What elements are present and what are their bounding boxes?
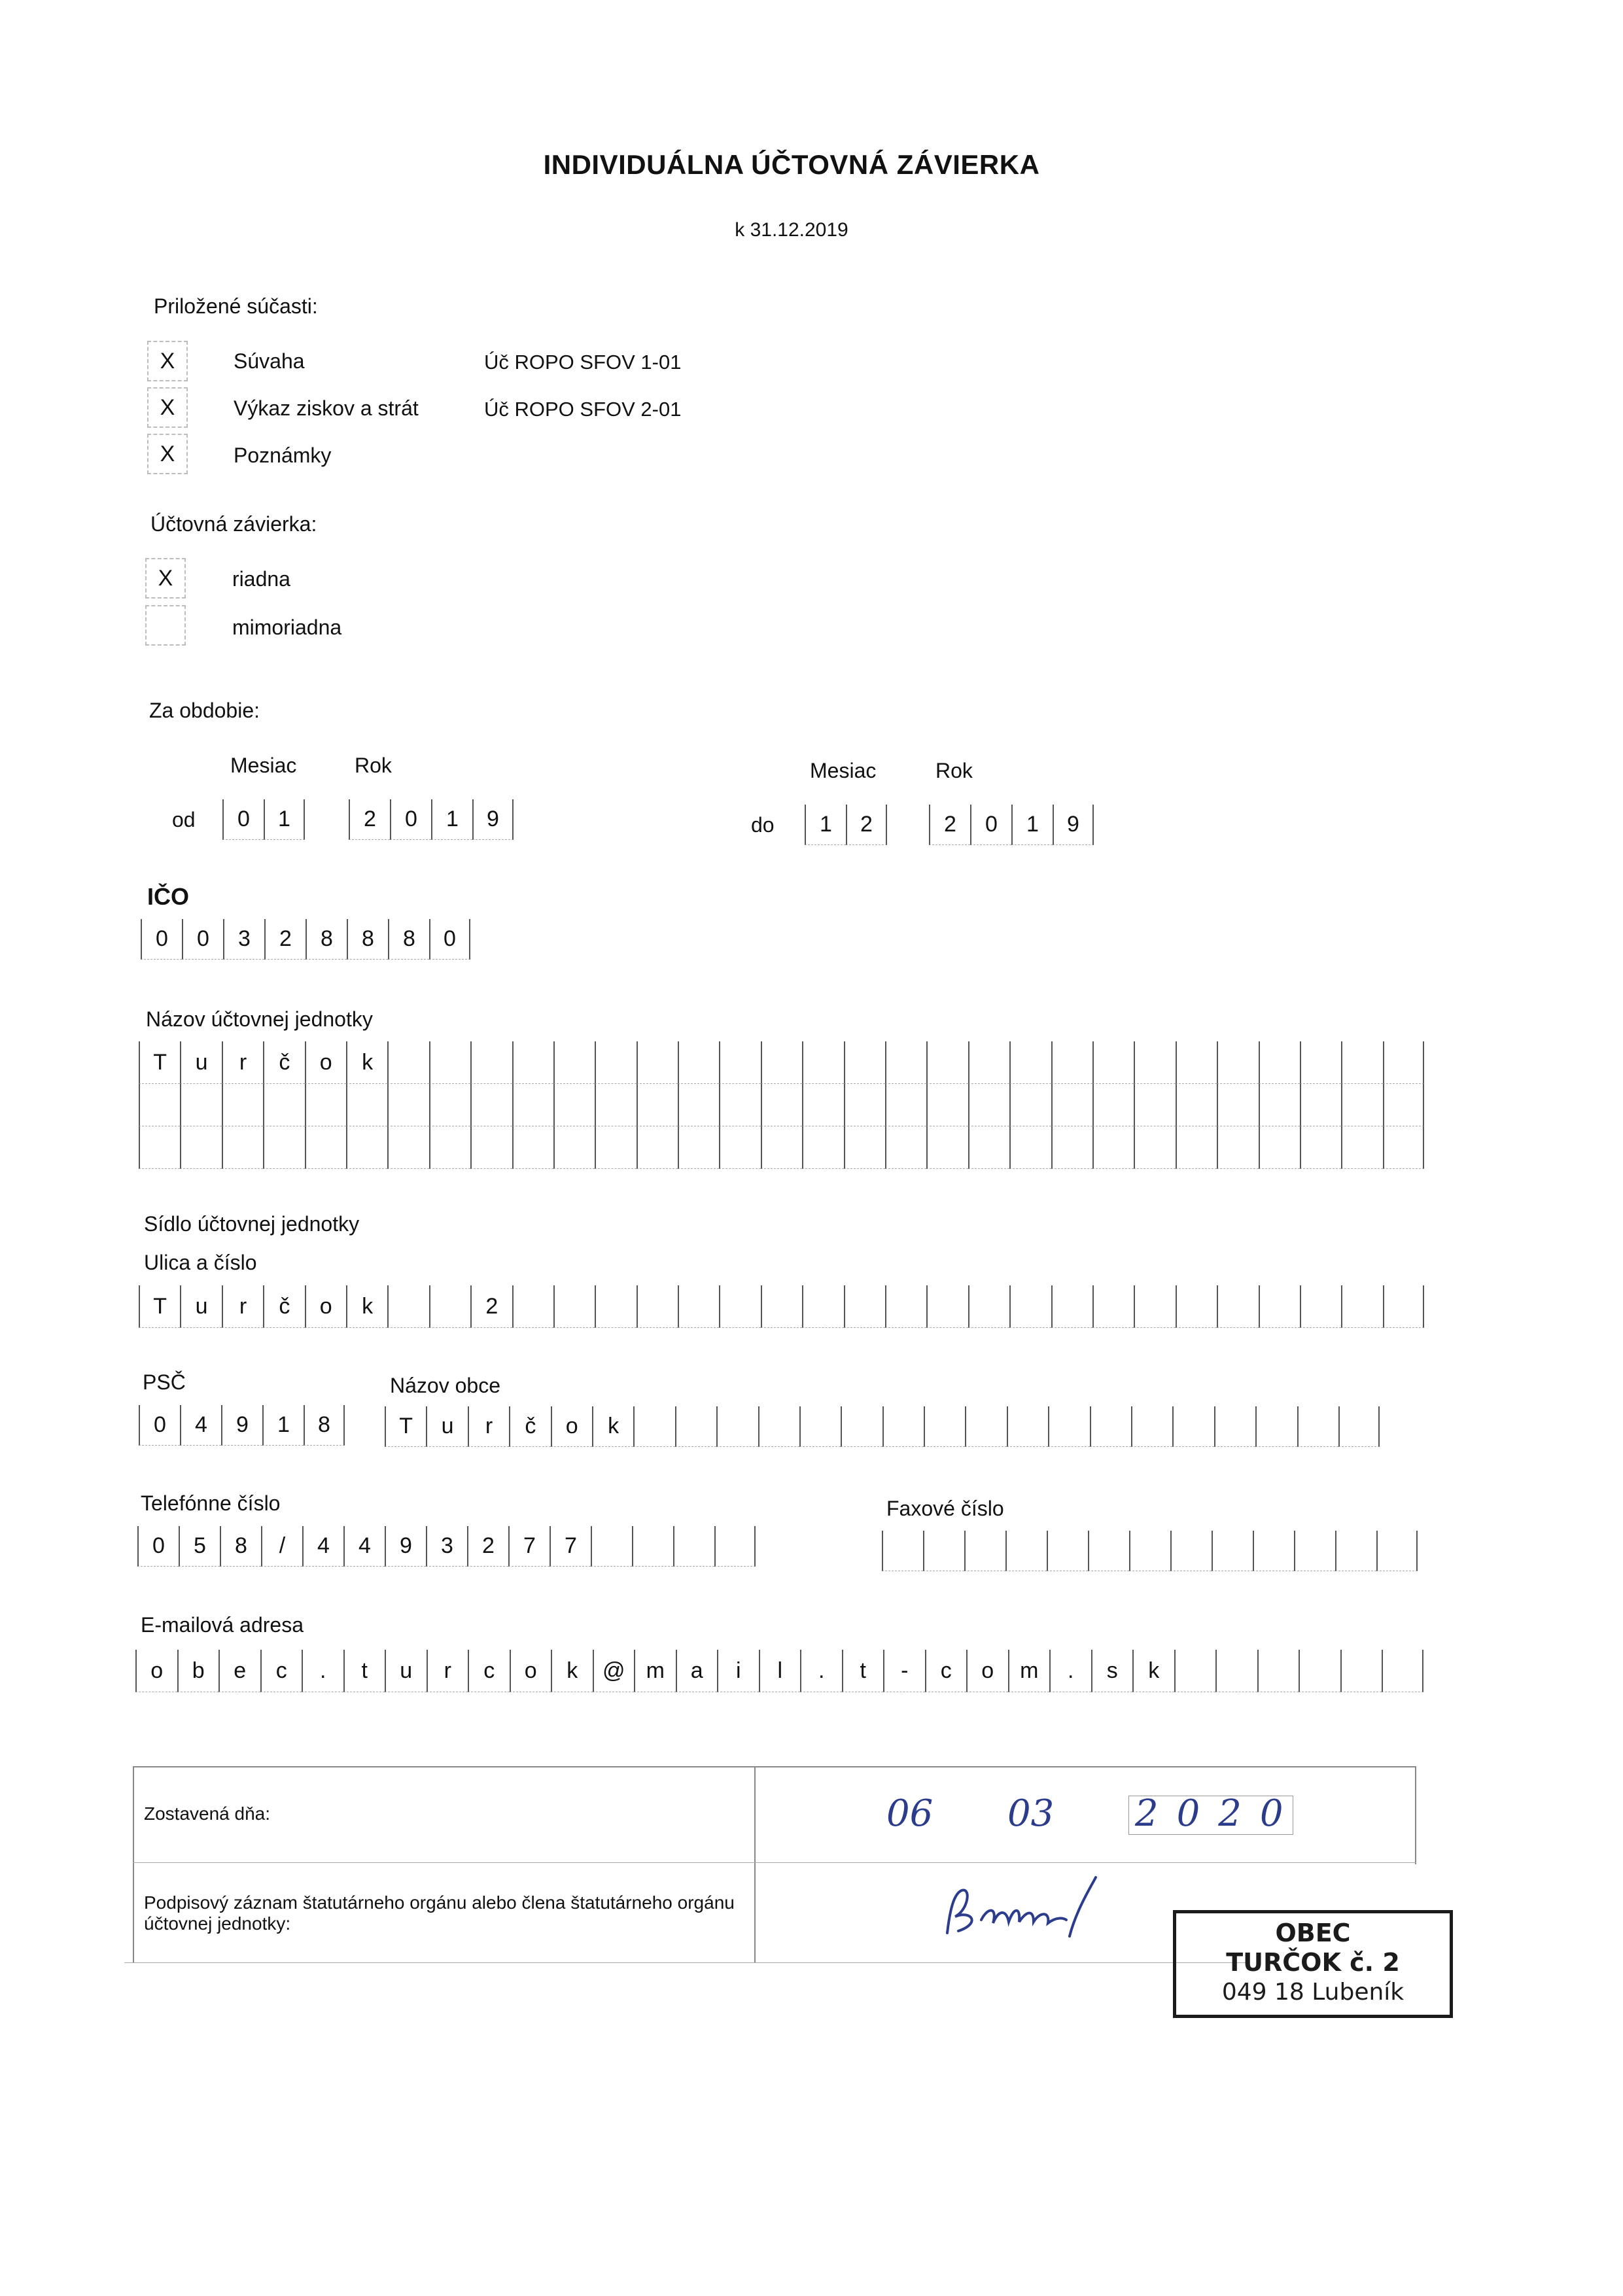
char-cell[interactable]: o: [966, 1650, 1008, 1692]
fax-label: Faxové číslo: [886, 1497, 1004, 1520]
char-cell[interactable]: [844, 1041, 885, 1084]
char-cell[interactable]: 2: [264, 919, 305, 960]
char-cell[interactable]: [1134, 1084, 1175, 1126]
char-cell[interactable]: [595, 1126, 636, 1169]
char-cell[interactable]: [1088, 1531, 1129, 1571]
char-cell[interactable]: [714, 1526, 756, 1567]
char-cell[interactable]: [964, 1531, 1005, 1571]
char-cell[interactable]: [761, 1285, 802, 1328]
char-cell[interactable]: [1005, 1531, 1047, 1571]
char-cell[interactable]: [802, 1041, 843, 1084]
char-cell[interactable]: [1134, 1285, 1175, 1328]
char-cell[interactable]: [1090, 1406, 1131, 1447]
char-cell[interactable]: [1092, 1084, 1134, 1126]
char-cell[interactable]: [1383, 1126, 1424, 1169]
char-cell[interactable]: [263, 1126, 304, 1169]
char-cell[interactable]: 0: [137, 1526, 179, 1567]
char-cell[interactable]: [1092, 1285, 1134, 1328]
signature-image: [935, 1871, 1112, 1943]
signature-label-1: Podpisový záznam štatutárneho orgánu alebo člena štatutárneho orgánu: [144, 1892, 735, 1913]
char-cell[interactable]: 2: [929, 805, 970, 845]
compiled-day: 06: [886, 1792, 934, 1835]
char-cell[interactable]: [1259, 1084, 1300, 1126]
char-cell[interactable]: [719, 1285, 760, 1328]
char-cell[interactable]: [637, 1041, 678, 1084]
char-cell[interactable]: 5: [179, 1526, 220, 1567]
char-cell[interactable]: [637, 1285, 678, 1328]
char-cell[interactable]: 8: [347, 919, 388, 960]
char-cell[interactable]: [1297, 1406, 1338, 1447]
char-cell[interactable]: č: [263, 1041, 304, 1084]
char-cell[interactable]: 2: [349, 799, 390, 840]
char-cell[interactable]: [1174, 1650, 1216, 1692]
char-cell[interactable]: [180, 1084, 221, 1126]
char-cell[interactable]: T: [385, 1406, 426, 1447]
checkbox-mimoriadna[interactable]: [145, 605, 186, 646]
char-cell[interactable]: [1176, 1126, 1217, 1169]
char-cell[interactable]: [761, 1041, 802, 1084]
char-cell[interactable]: [1341, 1126, 1382, 1169]
char-cell[interactable]: 0: [429, 919, 470, 960]
fax-cells[interactable]: [882, 1531, 1418, 1571]
char-cell[interactable]: [1009, 1285, 1051, 1328]
char-cell[interactable]: [841, 1406, 882, 1447]
char-cell[interactable]: [1383, 1084, 1424, 1126]
char-cell[interactable]: [799, 1406, 841, 1447]
compiled-year: 2020: [1135, 1792, 1302, 1835]
char-cell[interactable]: [675, 1406, 716, 1447]
period-from-label: od: [172, 808, 196, 831]
char-cell[interactable]: i: [717, 1650, 759, 1692]
char-cell[interactable]: 2: [846, 805, 887, 845]
char-cell[interactable]: [553, 1285, 595, 1328]
char-cell[interactable]: [1214, 1406, 1255, 1447]
document-title: INDIVIDUÁLNA ÚČTOVNÁ ZÁVIERKA: [543, 149, 1040, 180]
char-cell[interactable]: 9: [221, 1405, 262, 1446]
char-cell[interactable]: [678, 1126, 719, 1169]
char-cell[interactable]: [387, 1084, 428, 1126]
char-cell[interactable]: [632, 1526, 673, 1567]
stamp-line-2: TURČOK č. 2: [1226, 1948, 1400, 1977]
char-cell[interactable]: t: [343, 1650, 385, 1692]
char-cell[interactable]: [1338, 1406, 1380, 1447]
char-cell[interactable]: u: [180, 1041, 221, 1084]
period-from-month-label: Mesiac: [230, 754, 297, 777]
footer-top-border: [133, 1766, 1416, 1767]
char-cell[interactable]: 0: [139, 1405, 180, 1446]
char-cell[interactable]: [512, 1084, 553, 1126]
char-cell[interactable]: [882, 1531, 923, 1571]
char-cell[interactable]: [882, 1406, 924, 1447]
footer-left-border: [133, 1766, 134, 1962]
char-cell[interactable]: k: [592, 1406, 633, 1447]
char-cell[interactable]: [429, 1126, 470, 1169]
char-cell[interactable]: [678, 1084, 719, 1126]
closing-type-mimoriadna: mimoriadna: [232, 616, 342, 639]
char-cell[interactable]: @: [593, 1650, 635, 1692]
char-cell[interactable]: [1383, 1285, 1424, 1328]
char-cell[interactable]: [844, 1126, 885, 1169]
checkbox-suvaha[interactable]: X: [147, 341, 188, 381]
char-cell[interactable]: 4: [180, 1405, 221, 1446]
char-cell[interactable]: [1259, 1126, 1300, 1169]
char-cell[interactable]: [553, 1041, 595, 1084]
char-cell[interactable]: u: [385, 1650, 427, 1692]
char-cell[interactable]: [968, 1084, 1009, 1126]
char-cell[interactable]: [716, 1406, 758, 1447]
char-cell[interactable]: 8: [220, 1526, 261, 1567]
char-cell[interactable]: [1217, 1041, 1258, 1084]
char-cell[interactable]: [470, 1041, 512, 1084]
char-cell[interactable]: [1341, 1084, 1382, 1126]
char-cell[interactable]: r: [427, 1650, 468, 1692]
char-cell[interactable]: [673, 1526, 714, 1567]
char-cell[interactable]: [1294, 1531, 1335, 1571]
char-cell[interactable]: [885, 1084, 926, 1126]
footer-row-divider: [133, 1862, 1416, 1863]
char-cell[interactable]: a: [676, 1650, 718, 1692]
email-cells[interactable]: [135, 1650, 1423, 1692]
stamp-line-3: 049 18 Lubeník: [1221, 1979, 1405, 2006]
attachments-label: Priložené súčasti:: [154, 294, 318, 318]
char-cell[interactable]: [1217, 1084, 1258, 1126]
char-cell[interactable]: [1259, 1285, 1300, 1328]
char-cell[interactable]: [429, 1285, 470, 1328]
checkbox-poznamky[interactable]: X: [147, 434, 188, 474]
street-label: Ulica a číslo: [144, 1251, 257, 1274]
char-cell[interactable]: .: [1049, 1650, 1091, 1692]
entity-name-label: Názov účtovnej jednotky: [146, 1007, 373, 1031]
char-cell[interactable]: 9: [1053, 805, 1094, 845]
char-cell[interactable]: [924, 1406, 965, 1447]
char-cell[interactable]: [719, 1041, 760, 1084]
char-cell[interactable]: [1176, 1041, 1217, 1084]
char-cell[interactable]: 0: [141, 919, 182, 960]
char-cell[interactable]: [470, 1126, 512, 1169]
attachment-name-suvaha: Súvaha: [234, 349, 305, 373]
char-cell[interactable]: [802, 1084, 843, 1126]
char-cell[interactable]: [1340, 1650, 1382, 1692]
document-date: k 31.12.2019: [735, 219, 848, 241]
char-cell[interactable]: k: [346, 1285, 387, 1328]
char-cell[interactable]: m: [1008, 1650, 1050, 1692]
char-cell[interactable]: c: [468, 1650, 510, 1692]
char-cell[interactable]: c: [925, 1650, 967, 1692]
char-cell[interactable]: [1172, 1406, 1213, 1447]
char-cell[interactable]: [1341, 1041, 1382, 1084]
char-cell[interactable]: [387, 1285, 428, 1328]
char-cell[interactable]: [633, 1406, 674, 1447]
char-cell[interactable]: [139, 1084, 180, 1126]
char-cell[interactable]: [180, 1126, 221, 1169]
entity-name-row3[interactable]: [139, 1126, 1424, 1169]
char-cell[interactable]: r: [222, 1041, 263, 1084]
char-cell[interactable]: [1009, 1126, 1051, 1169]
psc-label: PSČ: [143, 1370, 186, 1394]
char-cell[interactable]: [885, 1285, 926, 1328]
char-cell[interactable]: 2: [470, 1285, 512, 1328]
char-cell[interactable]: [1170, 1531, 1212, 1571]
char-cell[interactable]: b: [177, 1650, 219, 1692]
char-cell[interactable]: [1300, 1084, 1341, 1126]
char-cell[interactable]: c: [260, 1650, 302, 1692]
city-label: Názov obce: [390, 1374, 500, 1397]
char-cell[interactable]: l: [759, 1650, 801, 1692]
attachment-name-poznamky: Poznámky: [234, 444, 332, 467]
char-cell[interactable]: [512, 1041, 553, 1084]
char-cell[interactable]: [1048, 1406, 1089, 1447]
char-cell[interactable]: [885, 1126, 926, 1169]
char-cell[interactable]: T: [139, 1285, 180, 1328]
char-cell[interactable]: [1217, 1285, 1258, 1328]
char-cell[interactable]: .: [800, 1650, 842, 1692]
char-cell[interactable]: č: [509, 1406, 550, 1447]
char-cell[interactable]: [595, 1084, 636, 1126]
char-cell[interactable]: 8: [304, 1405, 345, 1446]
char-cell[interactable]: [1300, 1126, 1341, 1169]
checkbox-vykaz[interactable]: X: [147, 387, 188, 428]
char-cell[interactable]: [968, 1041, 1009, 1084]
char-cell[interactable]: k: [1132, 1650, 1174, 1692]
char-cell[interactable]: 7: [550, 1526, 591, 1567]
char-cell[interactable]: [1176, 1084, 1217, 1126]
char-cell[interactable]: [1134, 1126, 1175, 1169]
email-label: E-mailová adresa: [141, 1613, 304, 1637]
char-cell[interactable]: č: [263, 1285, 304, 1328]
char-cell[interactable]: 1: [805, 805, 846, 845]
compiled-year-box: [1128, 1796, 1293, 1835]
attachment-code-vykaz: Úč ROPO SFOV 2-01: [484, 398, 682, 421]
char-cell[interactable]: 3: [426, 1526, 467, 1567]
char-cell[interactable]: [1007, 1406, 1048, 1447]
char-cell[interactable]: [637, 1084, 678, 1126]
char-cell[interactable]: [1131, 1406, 1172, 1447]
char-cell[interactable]: [1259, 1041, 1300, 1084]
char-cell[interactable]: [429, 1041, 470, 1084]
street-cells[interactable]: [139, 1285, 1424, 1328]
char-cell[interactable]: [139, 1126, 180, 1169]
char-cell[interactable]: [1009, 1084, 1051, 1126]
char-cell[interactable]: [1376, 1531, 1418, 1571]
period-to-year-label: Rok: [935, 759, 973, 782]
char-cell[interactable]: [1176, 1285, 1217, 1328]
char-cell[interactable]: [1051, 1084, 1092, 1126]
compiled-label: Zostavená dňa:: [144, 1803, 271, 1824]
char-cell[interactable]: 8: [388, 919, 429, 960]
char-cell[interactable]: [1051, 1041, 1092, 1084]
char-cell[interactable]: s: [1091, 1650, 1133, 1692]
char-cell[interactable]: [512, 1285, 553, 1328]
char-cell[interactable]: [758, 1406, 799, 1447]
char-cell[interactable]: u: [426, 1406, 467, 1447]
char-cell[interactable]: 2: [467, 1526, 508, 1567]
footer-bottom-border: [124, 1962, 1249, 1963]
char-cell[interactable]: [1129, 1531, 1170, 1571]
char-cell[interactable]: [1215, 1650, 1257, 1692]
char-cell[interactable]: [305, 1084, 346, 1126]
char-cell[interactable]: [719, 1126, 760, 1169]
char-cell[interactable]: [553, 1126, 595, 1169]
ico-cells[interactable]: [141, 919, 470, 960]
char-cell[interactable]: o: [305, 1285, 346, 1328]
footer-middle-border: [754, 1766, 756, 1962]
char-cell[interactable]: 4: [343, 1526, 385, 1567]
address-label: Sídlo účtovnej jednotky: [144, 1212, 360, 1236]
char-cell[interactable]: [595, 1041, 636, 1084]
char-cell[interactable]: [1134, 1041, 1175, 1084]
char-cell[interactable]: /: [261, 1526, 302, 1567]
char-cell[interactable]: o: [551, 1406, 592, 1447]
char-cell[interactable]: [926, 1285, 968, 1328]
char-cell[interactable]: 0: [970, 805, 1011, 845]
footer-right-border: [1415, 1766, 1416, 1864]
char-cell[interactable]: [263, 1084, 304, 1126]
char-cell[interactable]: [965, 1406, 1006, 1447]
char-cell[interactable]: 8: [305, 919, 347, 960]
char-cell[interactable]: [387, 1041, 428, 1084]
char-cell[interactable]: [346, 1126, 387, 1169]
char-cell[interactable]: [429, 1084, 470, 1126]
char-cell[interactable]: [719, 1084, 760, 1126]
char-cell[interactable]: [968, 1126, 1009, 1169]
to-year-cells[interactable]: [929, 805, 1094, 845]
char-cell[interactable]: [346, 1084, 387, 1126]
char-cell[interactable]: [591, 1526, 632, 1567]
char-cell[interactable]: 3: [223, 919, 264, 960]
from-month-cells[interactable]: [222, 799, 305, 840]
char-cell[interactable]: 1: [262, 1405, 304, 1446]
char-cell[interactable]: 1: [431, 799, 472, 840]
char-cell[interactable]: [1255, 1406, 1297, 1447]
char-cell[interactable]: [678, 1041, 719, 1084]
char-cell[interactable]: 0: [222, 799, 264, 840]
char-cell[interactable]: 9: [385, 1526, 426, 1567]
char-cell[interactable]: [553, 1084, 595, 1126]
char-cell[interactable]: -: [883, 1650, 925, 1692]
char-cell[interactable]: [926, 1084, 968, 1126]
phone-cells[interactable]: [137, 1526, 756, 1567]
char-cell[interactable]: k: [346, 1041, 387, 1084]
char-cell[interactable]: [512, 1126, 553, 1169]
char-cell[interactable]: [1335, 1531, 1376, 1571]
char-cell[interactable]: [926, 1126, 968, 1169]
char-cell[interactable]: [1383, 1041, 1424, 1084]
char-cell[interactable]: [1047, 1531, 1088, 1571]
closing-type-label: Účtovná závierka:: [150, 512, 317, 536]
char-cell[interactable]: 0: [182, 919, 223, 960]
period-to-label: do: [751, 813, 775, 837]
char-cell[interactable]: o: [135, 1650, 177, 1692]
stamp-line-1: OBEC: [1275, 1919, 1351, 1947]
period-from-year-label: Rok: [355, 754, 392, 777]
char-cell[interactable]: [1217, 1126, 1258, 1169]
char-cell[interactable]: [802, 1285, 843, 1328]
char-cell[interactable]: [1092, 1126, 1134, 1169]
period-to-month-label: Mesiac: [810, 759, 877, 782]
char-cell[interactable]: [222, 1126, 263, 1169]
char-cell[interactable]: [761, 1084, 802, 1126]
char-cell[interactable]: T: [139, 1041, 180, 1084]
compiled-month: 03: [1007, 1792, 1055, 1835]
char-cell[interactable]: [637, 1126, 678, 1169]
to-month-cells[interactable]: [805, 805, 887, 845]
char-cell[interactable]: [923, 1531, 964, 1571]
char-cell[interactable]: [1051, 1126, 1092, 1169]
official-stamp: [1173, 1910, 1453, 2018]
char-cell[interactable]: k: [551, 1650, 593, 1692]
char-cell[interactable]: [1341, 1285, 1382, 1328]
char-cell[interactable]: [926, 1041, 968, 1084]
char-cell[interactable]: [802, 1126, 843, 1169]
char-cell[interactable]: [1300, 1041, 1341, 1084]
char-cell[interactable]: [678, 1285, 719, 1328]
char-cell[interactable]: 4: [302, 1526, 343, 1567]
char-cell[interactable]: [844, 1285, 885, 1328]
char-cell[interactable]: 0: [390, 799, 431, 840]
char-cell[interactable]: [1257, 1650, 1299, 1692]
char-cell[interactable]: [1382, 1650, 1423, 1692]
char-cell[interactable]: [1009, 1041, 1051, 1084]
char-cell[interactable]: o: [510, 1650, 551, 1692]
char-cell[interactable]: [968, 1285, 1009, 1328]
char-cell[interactable]: 1: [1011, 805, 1053, 845]
char-cell[interactable]: [1299, 1650, 1340, 1692]
char-cell[interactable]: [595, 1285, 636, 1328]
char-cell[interactable]: [1300, 1285, 1341, 1328]
psc-cells[interactable]: [139, 1405, 345, 1446]
city-cells[interactable]: [385, 1406, 1380, 1447]
char-cell[interactable]: r: [222, 1285, 263, 1328]
char-cell[interactable]: [1212, 1531, 1253, 1571]
ico-label: IČO: [147, 883, 190, 910]
checkbox-riadna[interactable]: X: [145, 558, 186, 599]
char-cell[interactable]: m: [634, 1650, 676, 1692]
signature-label-2: účtovnej jednotky:: [144, 1913, 291, 1934]
char-cell[interactable]: e: [218, 1650, 260, 1692]
from-year-cells[interactable]: [349, 799, 514, 840]
char-cell[interactable]: 9: [472, 799, 514, 840]
char-cell[interactable]: [1092, 1041, 1134, 1084]
char-cell[interactable]: [1051, 1285, 1092, 1328]
char-cell[interactable]: [761, 1126, 802, 1169]
phone-label: Telefónne číslo: [141, 1491, 281, 1515]
entity-name-row1[interactable]: [139, 1041, 1424, 1084]
char-cell[interactable]: r: [468, 1406, 509, 1447]
entity-name-row2[interactable]: [139, 1084, 1424, 1126]
char-cell[interactable]: .: [302, 1650, 343, 1692]
attachment-name-vykaz: Výkaz ziskov a strát: [234, 396, 419, 420]
char-cell[interactable]: o: [305, 1041, 346, 1084]
char-cell[interactable]: 1: [264, 799, 305, 840]
char-cell[interactable]: [305, 1126, 346, 1169]
char-cell[interactable]: u: [180, 1285, 221, 1328]
char-cell[interactable]: [387, 1126, 428, 1169]
char-cell[interactable]: [1253, 1531, 1294, 1571]
char-cell[interactable]: 7: [508, 1526, 550, 1567]
char-cell[interactable]: [844, 1084, 885, 1126]
closing-type-riadna: riadna: [232, 567, 290, 591]
attachment-code-suvaha: Úč ROPO SFOV 1-01: [484, 351, 682, 374]
char-cell[interactable]: [222, 1084, 263, 1126]
char-cell[interactable]: [885, 1041, 926, 1084]
period-label: Za obdobie:: [149, 699, 260, 722]
char-cell[interactable]: [470, 1084, 512, 1126]
char-cell[interactable]: t: [842, 1650, 884, 1692]
